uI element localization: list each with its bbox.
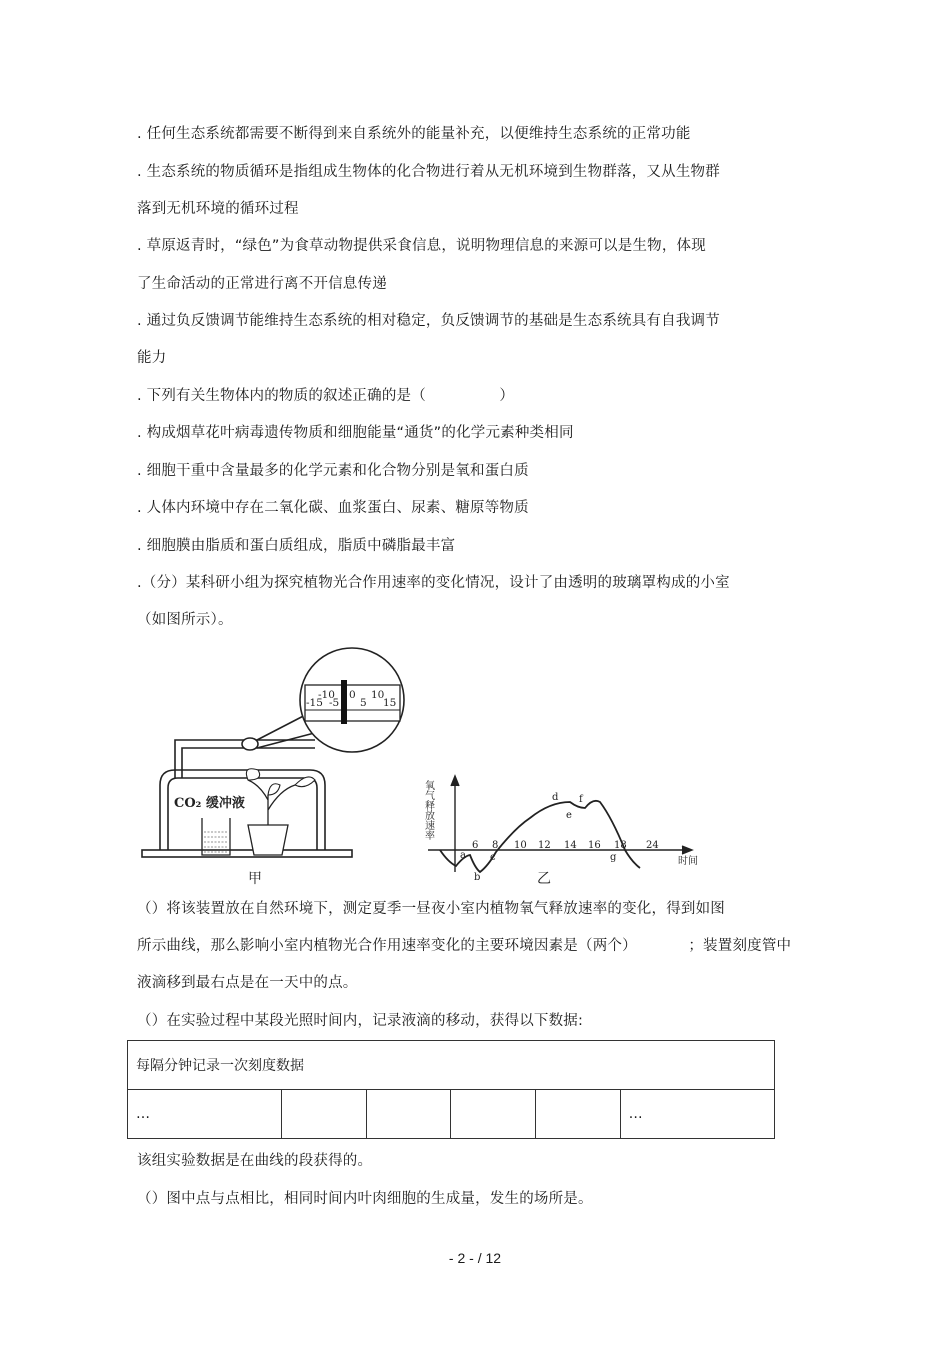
- table-header-cell: 每隔分钟记录一次刻度数据: [128, 1041, 775, 1090]
- plant-pot: [248, 825, 288, 855]
- option-line: . 细胞干重中含量最多的化学元素和化合物分别是氧和蛋白质: [137, 463, 529, 479]
- scale-tick: 5: [360, 697, 367, 709]
- scale-tick: 0: [349, 689, 356, 701]
- x-tick: 8: [492, 840, 499, 851]
- question-stem: .（分）某科研小组为探究植物光合作用速率的变化情况，设计了由透明的玻璃罩构成的小室: [137, 575, 730, 591]
- scale-tick: -15: [306, 697, 323, 709]
- option-line: . 任何生态系统都需要不断得到来自系统外的能量补充，以便维持生态系统的正常功能: [137, 126, 691, 142]
- option-line: . 构成烟草花叶病毒遗传物质和细胞能量“通货”的化学元素种类相同: [137, 425, 574, 441]
- apparatus-caption: 甲: [248, 871, 262, 887]
- curve-chart: [428, 776, 692, 872]
- point-label: d: [552, 792, 559, 803]
- scale-tick: -10: [318, 689, 335, 701]
- buffer-label: CO₂ 缓冲液: [174, 796, 245, 811]
- table-cell: …: [128, 1090, 282, 1139]
- table-cell: [366, 1090, 451, 1139]
- table-cell: …: [620, 1090, 774, 1139]
- x-tick: 14: [564, 840, 577, 851]
- point-label: e: [566, 810, 572, 821]
- apparatus-diagram: [142, 648, 404, 857]
- x-tick: 18: [614, 840, 627, 851]
- table-row: [128, 1090, 775, 1139]
- point-label: f: [579, 794, 583, 805]
- option-line: . 人体内环境中存在二氧化碳、血浆蛋白、尿素、糖原等物质: [137, 500, 529, 516]
- data-table: [127, 1040, 775, 1139]
- x-tick: 16: [588, 840, 601, 851]
- subquestion-1-continued: 所示曲线，那么影响小室内植物光合作用速率变化的主要环境因素是（两个） ；装置刻度管中: [137, 938, 792, 954]
- x-tick: 24: [646, 840, 659, 851]
- apparatus-base: [142, 850, 352, 857]
- y-axis-label: 氧气释放速率: [422, 780, 434, 840]
- point-label: a: [460, 850, 466, 861]
- question-stem-continued: （如图所示）。: [137, 612, 233, 628]
- point-label: c: [490, 852, 496, 863]
- table-header-row: [128, 1041, 775, 1090]
- option-line: . 通过负反馈调节能维持生态系统的相对稳定，负反馈调节的基础是生态系统具有自我调节: [137, 313, 720, 329]
- subquestion-2: （）在实验过程中某段光照时间内，记录液滴的移动，获得以下数据:: [137, 1013, 584, 1029]
- liquid-drop: [341, 680, 347, 724]
- scale-tick: 15: [383, 697, 397, 709]
- subquestion-2-continued: 该组实验数据是在曲线的段获得的。: [137, 1153, 373, 1169]
- table-cell: [535, 1090, 620, 1139]
- scale-tick: 10: [371, 689, 385, 701]
- point-label: b: [474, 872, 481, 883]
- option-line-continued: 了生命活动的正常进行离不开信息传递: [137, 276, 387, 292]
- table-cell: [451, 1090, 536, 1139]
- option-line-continued: 落到无机环境的循环过程: [137, 201, 299, 217]
- table-cell: [282, 1090, 367, 1139]
- x-tick: 12: [538, 840, 551, 851]
- point-label: g: [610, 852, 617, 863]
- x-tick: 10: [514, 840, 527, 851]
- experiment-figure: [130, 640, 710, 890]
- scale-tick: -5: [329, 697, 340, 709]
- option-line: . 生态系统的物质循环是指组成生物体的化合物进行着从无机环境到生物群落，又从生物群: [137, 164, 720, 180]
- x-tick: 6: [472, 840, 479, 851]
- curve-caption: 乙: [537, 871, 551, 887]
- option-line: . 细胞膜由脂质和蛋白质组成，脂质中磷脂最丰富: [137, 538, 456, 554]
- question-stem: . 下列有关生物体内的物质的叙述正确的是（ ）: [137, 388, 515, 404]
- x-axis-label: 时间: [678, 856, 698, 867]
- subquestion-1: （）将该装置放在自然环境下，测定夏季一昼夜小室内植物氧气释放速率的变化，得到如图: [137, 901, 725, 917]
- option-line: . 草原返青时，“绿色”为食草动物提供采食信息，说明物理信息的来源可以是生物，体现: [137, 238, 706, 254]
- page-number: - 2 - / 12: [448, 1250, 502, 1266]
- subquestion-3: （）图中点与点相比，相同时间内叶肉细胞的生成量，发生的场所是。: [137, 1191, 593, 1207]
- subquestion-1-continued: 液滴移到最右点是在一天中的点。: [137, 975, 358, 991]
- option-line-continued: 能力: [137, 350, 167, 366]
